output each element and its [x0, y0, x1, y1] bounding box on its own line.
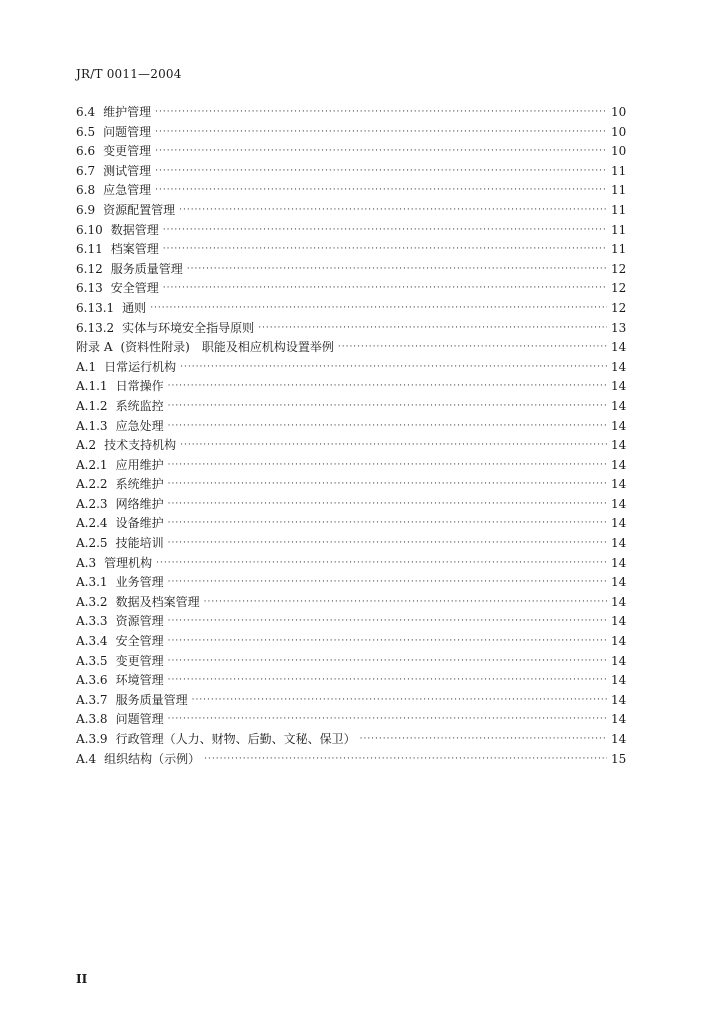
toc-leader-dots [204, 750, 607, 770]
toc-entry-title: 环境管理 [115, 673, 164, 688]
toc-entry-title: 组织结构（示例） [104, 751, 201, 766]
toc-entry-page: 14 [611, 398, 627, 413]
toc-entry-number: 6.12 [76, 261, 103, 276]
toc-entry-title: 变更管理 [115, 653, 164, 668]
toc-entry-number: 6.6 [76, 144, 96, 159]
toc-leader-dots [155, 162, 607, 182]
toc-entry-page: 14 [611, 379, 627, 394]
toc-entry-page: 11 [611, 222, 627, 237]
toc-entry-title: 数据及档案管理 [115, 594, 200, 609]
document-code-header: JR/T 0011—2004 [76, 67, 182, 81]
toc-entry-title: 安全管理 [110, 281, 159, 296]
toc-entry-page: 12 [611, 281, 627, 296]
toc-entry-number: A.2.3 [76, 496, 108, 511]
toc-entry-title: 应急处理 [115, 418, 164, 433]
toc-entry-title: 数据管理 [110, 222, 159, 237]
toc-entry [76, 279, 625, 299]
toc-entry-page: 12 [611, 300, 627, 315]
toc-entry-number: A.3.3 [76, 614, 108, 629]
toc-entry-number: 6.11 [76, 242, 103, 257]
toc-entry-page: 14 [611, 340, 627, 355]
toc-leader-dots [168, 397, 607, 417]
toc-entry [76, 221, 625, 241]
toc-entry-page: 14 [611, 692, 627, 707]
toc-leader-dots [258, 319, 607, 339]
toc-entry-title: 档案管理 [110, 242, 159, 257]
toc-entry [76, 691, 625, 711]
toc-leader-dots [192, 691, 607, 711]
toc-leader-dots [163, 279, 607, 299]
toc-entry [76, 573, 625, 593]
toc-entry-number: 6.13.2 [76, 320, 115, 335]
toc-entry-number: A.1.1 [76, 379, 108, 394]
toc-leader-dots [155, 103, 607, 123]
toc-entry-number: A.3.1 [76, 575, 108, 590]
toc-entry-page: 11 [611, 183, 627, 198]
toc-entry-number: 6.7 [76, 163, 96, 178]
toc-leader-dots [156, 554, 607, 574]
toc-entry [76, 436, 625, 456]
toc-entry-page: 14 [611, 653, 627, 668]
toc-entry-number: A.4 [76, 751, 97, 766]
toc-entry-title: 问题管理 [115, 712, 164, 727]
toc-entry [76, 319, 625, 339]
toc-leader-dots [168, 417, 607, 437]
toc-entry-number: 6.4 [76, 105, 96, 119]
toc-entry-title: 问题管理 [103, 124, 152, 139]
toc-entry-number: A.2 [76, 438, 97, 453]
toc-entry-page: 14 [611, 673, 627, 688]
toc-entry-number: A.3.8 [76, 712, 108, 727]
toc-entry-title: 行政管理（人力、财物、后勤、文秘、保卫） [115, 732, 356, 746]
toc-entry-number: A.1 [76, 359, 97, 374]
toc-leader-dots [163, 240, 607, 260]
toc-entry-page: 14 [611, 712, 627, 727]
toc-leader-dots [179, 201, 607, 221]
toc-entry [76, 358, 625, 378]
toc-entry-title: 设备维护 [115, 516, 164, 531]
toc-entry-title: 变更管理 [103, 144, 152, 159]
toc-entry-page: 13 [611, 320, 627, 335]
toc-leader-dots [168, 475, 607, 495]
toc-entry-number: A.3 [76, 555, 97, 570]
toc-entry-title: 技能培训 [115, 536, 164, 551]
toc-entry-number: 6.9 [76, 202, 96, 217]
toc-entry-number: A.1.3 [76, 418, 108, 433]
toc-entry-number: A.3.6 [76, 673, 108, 688]
toc-leader-dots [168, 495, 607, 515]
toc-entry [76, 338, 625, 358]
toc-entry-page: 14 [611, 614, 627, 629]
toc-entry-title: 日常操作 [115, 379, 164, 394]
toc-entry-number: A.3.2 [76, 594, 108, 609]
toc-leader-dots [168, 710, 607, 730]
toc-entry [76, 417, 625, 437]
toc-entry [76, 260, 625, 280]
toc-entry [76, 475, 625, 495]
toc-entry-number: 6.13.1 [76, 300, 115, 315]
page-number-footer: II [76, 972, 88, 986]
toc-entry-page: 14 [611, 536, 627, 551]
toc-entry [76, 750, 625, 770]
toc-entry-page: 14 [611, 496, 627, 511]
toc-entry-title: 测试管理 [103, 163, 152, 178]
toc-entry-number: A.3.9 [76, 732, 108, 746]
toc-entry-page: 14 [611, 359, 627, 374]
toc-entry-title: (资料性附录) 职能及相应机构设置举例 [120, 340, 334, 355]
toc-leader-dots [168, 456, 607, 476]
toc-entry-title: 技术支持机构 [104, 438, 177, 453]
toc-entry-page: 14 [611, 438, 627, 453]
toc-leader-dots [155, 142, 607, 162]
toc-entry-title: 管理机构 [104, 555, 153, 570]
toc-entry-number: 6.5 [76, 124, 96, 139]
toc-leader-dots [180, 358, 607, 378]
toc-entry-title: 服务质量管理 [110, 261, 183, 276]
toc-entry-number: 6.10 [76, 222, 103, 237]
toc-entry [76, 397, 625, 417]
toc-entry [76, 495, 625, 515]
toc-leader-dots [155, 123, 607, 143]
toc-leader-dots [163, 221, 607, 241]
toc-leader-dots [168, 534, 607, 554]
toc-entry [76, 142, 625, 162]
toc-entry-title: 通则 [122, 300, 147, 315]
toc-entry-number: 附录 A [76, 340, 113, 355]
toc-entry-title: 维护管理 [103, 105, 152, 119]
toc-entry-number: 6.13 [76, 281, 103, 296]
table-of-contents [76, 103, 625, 769]
toc-entry-page: 10 [611, 105, 627, 119]
toc-leader-dots [155, 181, 607, 201]
toc-entry-page: 11 [611, 202, 627, 217]
toc-entry-page: 14 [611, 516, 627, 531]
toc-entry [76, 652, 625, 672]
toc-entry [76, 162, 625, 182]
toc-entry-page: 10 [611, 124, 627, 139]
toc-entry-page: 14 [611, 732, 627, 746]
toc-leader-dots [338, 338, 607, 358]
toc-entry-page: 12 [611, 261, 627, 276]
toc-leader-dots [168, 377, 607, 397]
toc-leader-dots [204, 593, 607, 613]
toc-entry-page: 15 [611, 751, 627, 766]
toc-entry [76, 554, 625, 574]
toc-entry-page: 14 [611, 477, 627, 492]
toc-entry-title: 服务质量管理 [115, 692, 188, 707]
toc-entry [76, 123, 625, 143]
toc-entry [76, 730, 625, 750]
toc-entry-page: 14 [611, 555, 627, 570]
toc-entry-title: 网络维护 [115, 496, 164, 511]
toc-entry [76, 103, 625, 123]
toc-entry-page: 10 [611, 144, 627, 159]
toc-entry-number: A.2.1 [76, 457, 108, 472]
toc-leader-dots [180, 436, 607, 456]
toc-entry [76, 671, 625, 691]
toc-entry-number: 6.8 [76, 183, 96, 198]
toc-entry [76, 456, 625, 476]
toc-entry-page: 14 [611, 418, 627, 433]
toc-entry-number: A.2.4 [76, 516, 108, 531]
toc-entry [76, 240, 625, 260]
toc-entry-number: A.2.2 [76, 477, 108, 492]
toc-entry [76, 299, 625, 319]
toc-entry-number: A.3.4 [76, 634, 108, 649]
toc-leader-dots [150, 299, 607, 319]
toc-entry [76, 632, 625, 652]
toc-entry-title: 应急管理 [103, 183, 152, 198]
toc-leader-dots [168, 652, 607, 672]
toc-entry-page: 11 [611, 242, 627, 257]
toc-leader-dots [168, 671, 607, 691]
toc-entry [76, 514, 625, 534]
toc-leader-dots [187, 260, 607, 280]
toc-entry-title: 实体与环境安全指导原则 [122, 320, 255, 335]
toc-entry-title: 安全管理 [115, 634, 164, 649]
toc-entry-page: 14 [611, 594, 627, 609]
toc-entry-title: 业务管理 [115, 575, 164, 590]
toc-entry-number: A.3.5 [76, 653, 108, 668]
toc-entry [76, 534, 625, 554]
toc-entry-page: 14 [611, 634, 627, 649]
toc-leader-dots [360, 730, 607, 750]
toc-entry [76, 181, 625, 201]
toc-entry-page: 11 [611, 163, 627, 178]
toc-entry-title: 资源配置管理 [103, 202, 176, 217]
toc-leader-dots [168, 573, 607, 593]
toc-entry [76, 612, 625, 632]
toc-entry-number: A.1.2 [76, 398, 108, 413]
toc-leader-dots [168, 514, 607, 534]
toc-entry-page: 14 [611, 575, 627, 590]
toc-entry [76, 201, 625, 221]
toc-entry [76, 593, 625, 613]
toc-entry-title: 系统监控 [115, 398, 164, 413]
toc-entry-title: 应用维护 [115, 457, 164, 472]
toc-leader-dots [168, 612, 607, 632]
toc-leader-dots [168, 632, 607, 652]
toc-entry-page: 14 [611, 457, 627, 472]
toc-entry-title: 日常运行机构 [104, 359, 177, 374]
toc-entry-number: A.2.5 [76, 536, 108, 551]
toc-entry [76, 377, 625, 397]
toc-entry [76, 710, 625, 730]
toc-entry-title: 资源管理 [115, 614, 164, 629]
toc-entry-number: A.3.7 [76, 692, 108, 707]
toc-entry-title: 系统维护 [115, 477, 164, 492]
